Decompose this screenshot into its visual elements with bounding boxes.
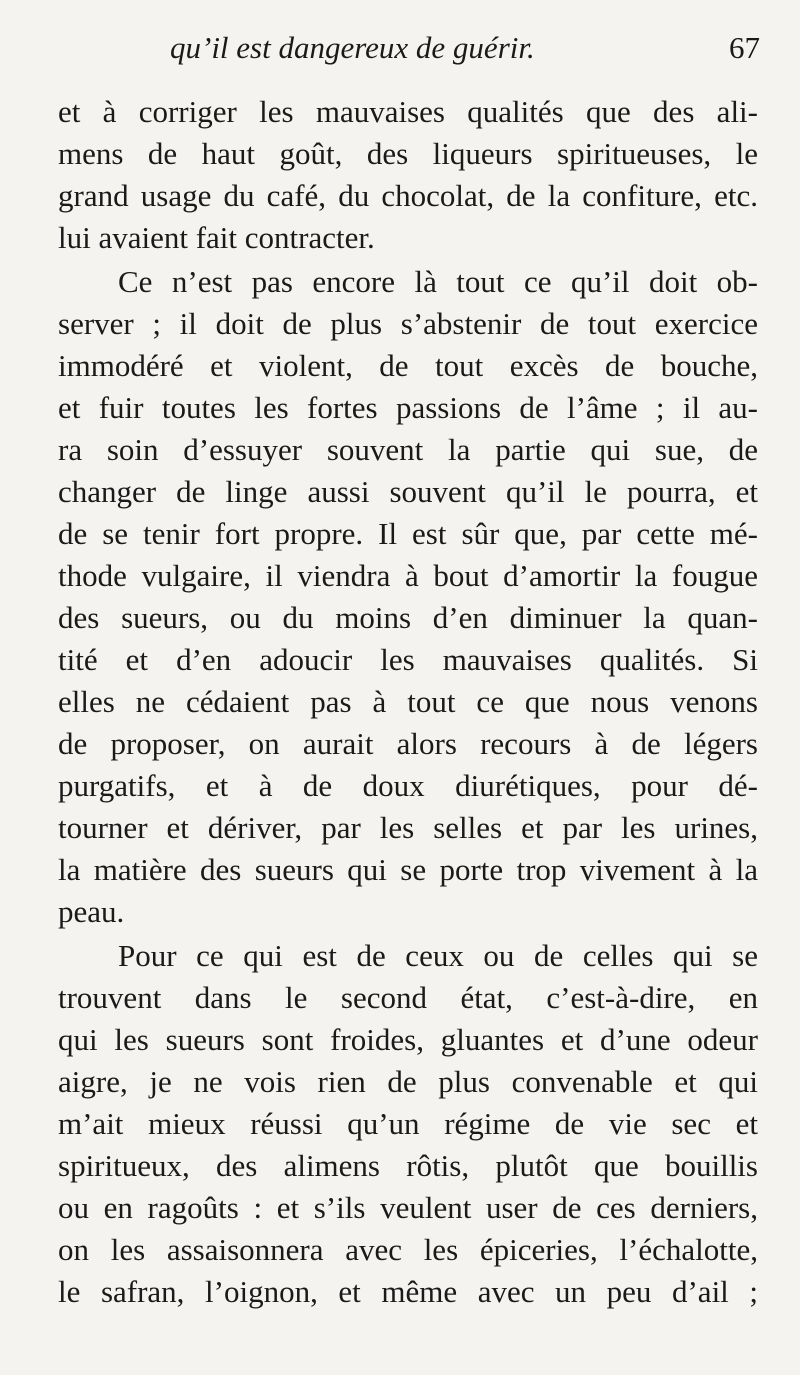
text-line: tité et d’en adoucir les mauvaises qualités. Si [58,642,758,677]
text-line: trouvent dans le second état, c’est-à-dire, en [58,980,758,1015]
text-line: thode vulgaire, il viendra à bout d’amortir la fougue [58,558,758,593]
text-line: de se tenir fort propre. Il est sûr que, par cette mé- [58,516,758,551]
text-line: aigre, je ne vois rien de plus convenable et qui [58,1064,758,1099]
text-line: ra soin d’essuyer souvent la partie qui sue, de [58,432,758,467]
page-header [60,30,760,80]
text-line: m’ait mieux réussi qu’un régime de vie sec et [58,1106,758,1141]
text-line: server ; il doit de plus s’abstenir de tout exercice [58,306,758,341]
text-line: le safran, l’oignon, et même avec un peu d’ail ; [58,1274,758,1309]
text-line: et fuir toutes les fortes passions de l’âme ; il au- [58,390,758,425]
text-line: ou en ragoûts : et s’ils veulent user de ces derniers, [58,1190,758,1225]
text-line: Ce n’est pas encore là tout ce qu’il doit ob- [118,264,758,299]
text-line: lui avaient fait contracter. [58,220,375,255]
text-line: peau. [58,894,125,929]
text-line: qui les sueurs sont froides, gluantes et d’une odeur [58,1022,758,1057]
running-title: qu’il est dangereux de guérir. [170,30,535,65]
text-line: des sueurs, ou du moins d’en diminuer la quan- [58,600,758,635]
text-line: purgatifs, et à de doux diurétiques, pour dé- [58,768,758,803]
text-line: Pour ce qui est de ceux ou de celles qui se [118,938,758,973]
text-line: grand usage du café, du chocolat, de la confiture, etc. [58,178,758,213]
page-number: 67 [729,30,760,65]
text-line: spiritueux, des alimens rôtis, plutôt que bouillis [58,1148,758,1183]
text-line: et à corriger les mauvaises qualités que des ali- [58,94,758,129]
text-line: on les assaisonnera avec les épiceries, l’échalotte, [58,1232,758,1267]
text-line: elles ne cédaient pas à tout ce que nous venons [58,684,758,719]
text-line: changer de linge aussi souvent qu’il le pourra, et [58,474,758,509]
text-line: mens de haut goût, des liqueurs spiritueuses, le [58,136,758,171]
text-line: tourner et dériver, par les selles et par les urines, [58,810,758,845]
text-line: de proposer, on aurait alors recours à de légers [58,726,758,761]
text-line: la matière des sueurs qui se porte trop vivement à la [58,852,758,887]
text-line: immodéré et violent, de tout excès de bouche, [58,348,758,383]
